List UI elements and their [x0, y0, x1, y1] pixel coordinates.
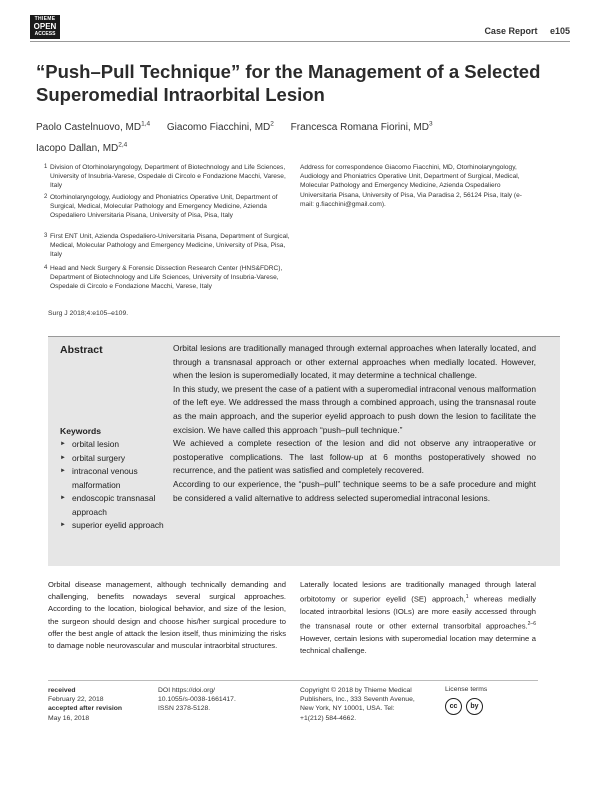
license-terms[interactable]: License terms [445, 686, 488, 693]
page-number: e105 [549, 26, 570, 36]
correspondence-address: Address for correspondence Giacomo Fiacchini, MD, Otorhinolaryngology, Audiology and Phoniatrics Operative Unit, Department of Surgical, Medical, Molecular Pathology and Emergency Medicine, Azienda Ospedaliero Universitaria Pisana, University of Pisa, Via Paradisa 2, 56124 Pisa, Italy (e-mail: g.fiacchini@gmail.com). [300, 164, 522, 208]
copyright-notice: Copyright © 2018 by Thieme Medical Publishers, Inc., 333 Seventh Avenue, New York, NY 10001, USA. Tel: +1(212) 584-4662. [300, 687, 415, 722]
header-rule [30, 41, 570, 42]
affiliation: 3 First ENT Unit, Azienda Ospedaliero-Universitaria Pisana, Department of Surgical, Medical, Molecular Pathology and Emergency Medicine, University of Pisa, Pisa, Italy [44, 233, 290, 259]
abstract-rule [48, 336, 560, 337]
author: Iacopo Dallan, MD$^{2,4}$ [36, 141, 128, 154]
abstract-paragraph: We achieved a complete resection of the lesion and did not observe any intraoperative or postoperative complications. The last follow-up at 6 months postoperatively showed no recurrence, and the patient was satisfied and completely recovered. [173, 438, 536, 476]
keyword-item: ► intraconal venous malformation [60, 465, 170, 492]
keyword-item: ► orbital surgery [60, 452, 170, 466]
header-info [474, 26, 570, 36]
doi-info: DOI https://doi.org/ 10.1055/s-0038-1661417. ISSN 2378-5128. [158, 687, 236, 713]
abstract-paragraph: Orbital lesions are traditionally managed through external approaches when laterally located, and through a transnasal approach or other external approaches when medially located. However, when the lesion is superomedially located, it may determine a technical challenge. [173, 343, 536, 381]
abstract-body [173, 342, 536, 505]
keywords-list [60, 438, 170, 533]
creative-commons-badges [445, 698, 487, 716]
received-dates: received February 22, 2018 accepted after revision May 16, 2018 [48, 687, 123, 722]
journal-citation: Surg J 2018;4:e105–e109. [48, 310, 129, 317]
author: Francesca Romana Fiorini, $MD^3$ [290, 121, 433, 134]
cc-icon: cc [445, 698, 462, 715]
abstract-heading: Abstract [60, 344, 103, 356]
body-text-left: Orbital disease management, although technically demanding and challenging, benefits nowadays several surgical approaches. According to the location, biological behavior, and size of the lesion, the surgeon should design and choose his/her surgical procedure to offer the best angle of attack the lesion itself, thus minimizing the risks to damage noble neurovascular and muscular intraorbital structures. [48, 580, 286, 651]
author: Giacomo Fiacchini, $MD^2$ [166, 121, 274, 134]
by-icon: by [466, 698, 483, 715]
article-type: Case Report [484, 26, 538, 36]
footer-rule [48, 680, 538, 681]
keywords-heading: Keywords [60, 426, 102, 436]
doi-link[interactable]: DOI https://doi.org/ [158, 687, 216, 694]
affiliation: 4 Head and Neck Surgery & Forensic Dissection Research Center (HNS&FDRC), Department of Biotechnology and Life Sciences, University of Insubria-Varese, Ospedale di Circolo e Fondazione Macchi, Varese, Italy [44, 265, 283, 291]
article-title: “Push–Pull Technique” for the Management of a Selected Superomedial Intraorbital Lesion [36, 61, 541, 105]
keyword-item: ► endoscopic transnasal approach [60, 492, 170, 519]
author: Paolo Castelnuovo, MD$^{1,4}$ [36, 121, 151, 134]
body-text-right: Laterally located lesions are traditionally managed through lateral orbitotomy or superior eyelid (SE) approach,$^1$ whereas medially located intraorbital lesions (IOLs) are more easily accessed through the transnasal route or other external transorbital approaches.$^{2-6}$ However, certain lesions with superomedial location may determine a technical challenge. [300, 580, 536, 656]
keyword-item: ► orbital lesion [60, 438, 170, 452]
affiliation: 2 Otorhinolaryngology, Audiology and Phoniatrics Operative Unit, Department of Surgical, Medical, Molecular Pathology and Emergency Medicine, Azienda Ospedaliero Universitaria Pisana, University of Pisa, Pisa, Italy [44, 194, 278, 220]
affiliation: 1 Division of Otorhinolaryngology, Department of Biotechnology and Life Sciences, University of Insubria-Varese, Ospedale di Circolo e Fondazione Macchi, Varese, Italy [44, 164, 286, 190]
author-list [36, 116, 576, 157]
abstract-paragraph: According to our experience, the “push–pull” technique seems to be a safe procedure and might be considered a valid alternative to address selected superomedial intraconal lesions. [173, 478, 536, 503]
thieme-open-access-logo: THIEME OPEN ACCESS [30, 15, 60, 39]
abstract-paragraph: In this study, we present the case of a patient with a superomedial intraconal venous malformation of the left eye. We addressed the mass through a combined approach, using the transnasal route as the main approach, and the superior eyelid approach to push down the lesion to facilitate the excision. We have called this approach “push–pull technique.” [173, 383, 536, 435]
keyword-item: ► superior eyelid approach [60, 519, 170, 533]
